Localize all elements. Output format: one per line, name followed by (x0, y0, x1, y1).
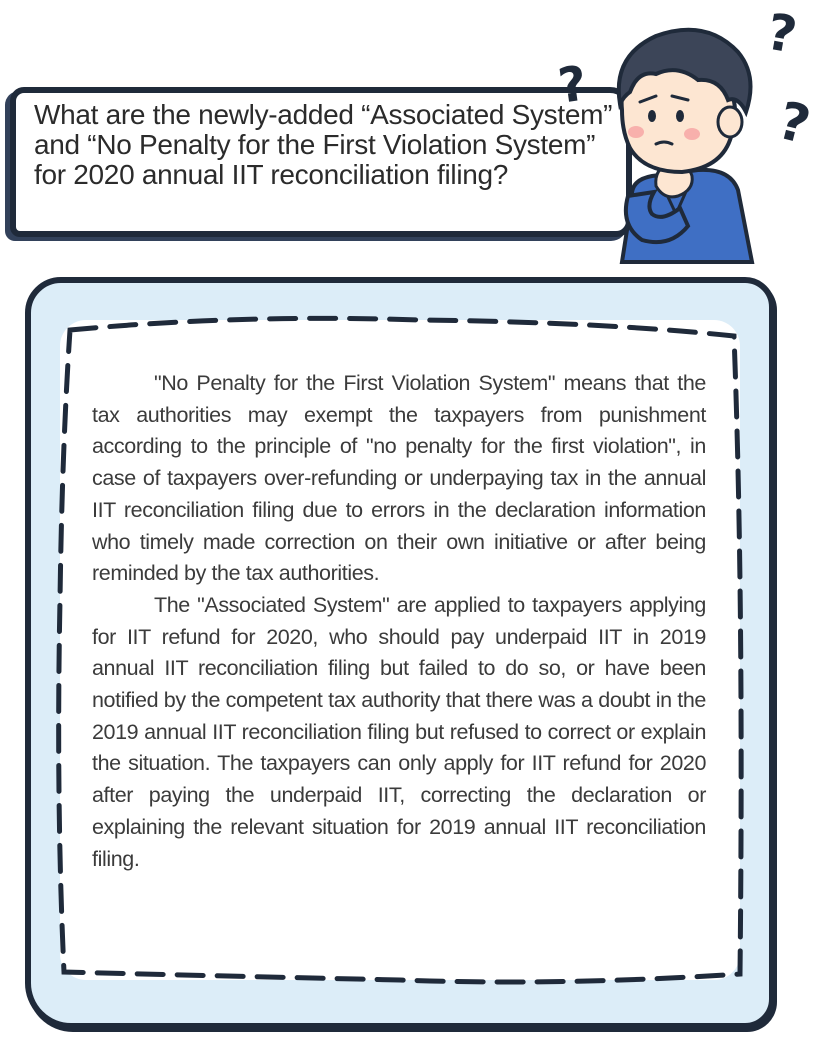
question-title: What are the newly-added “Associated System” and “No Penalty for the First Violation System” for 2020 annual IIT reconciliation filing? (34, 99, 613, 190)
question-mark-top: ? (762, 2, 802, 65)
answer-paragraph-2: The "Associated System" are applied to taxpayers applying for IIT refund for 2020, who should pay underpaid IIT in 2019 annual IIT reconciliation filing but failed to do so, or have been notified by the competent tax authority that there was a doubt in the 2019 annual IIT reconciliation filing but refused to correct or explain the situation. The taxpayers can only apply for IIT refund for 2020 after paying the underpaid IIT, correcting the declaration or explaining the relevant situation for 2019 annual IIT reconciliation filing. (92, 592, 706, 871)
thinking-boy-illustration (554, 0, 826, 270)
answer-paragraph-1: "No Penalty for the First Violation System" means that the tax authorities may exempt the taxpayers from punishment according to the principle of "no penalty for the first violation", in case of taxpayers over-refunding or underpaying tax in the annual IIT reconciliation filing due to errors in the declaration information who timely made correction on their own initiative or after being reminded by the tax authorities. (92, 371, 706, 586)
question-mark-left: ? (554, 55, 591, 115)
question-mark-right: ? (772, 90, 816, 157)
answer-body (92, 368, 706, 875)
